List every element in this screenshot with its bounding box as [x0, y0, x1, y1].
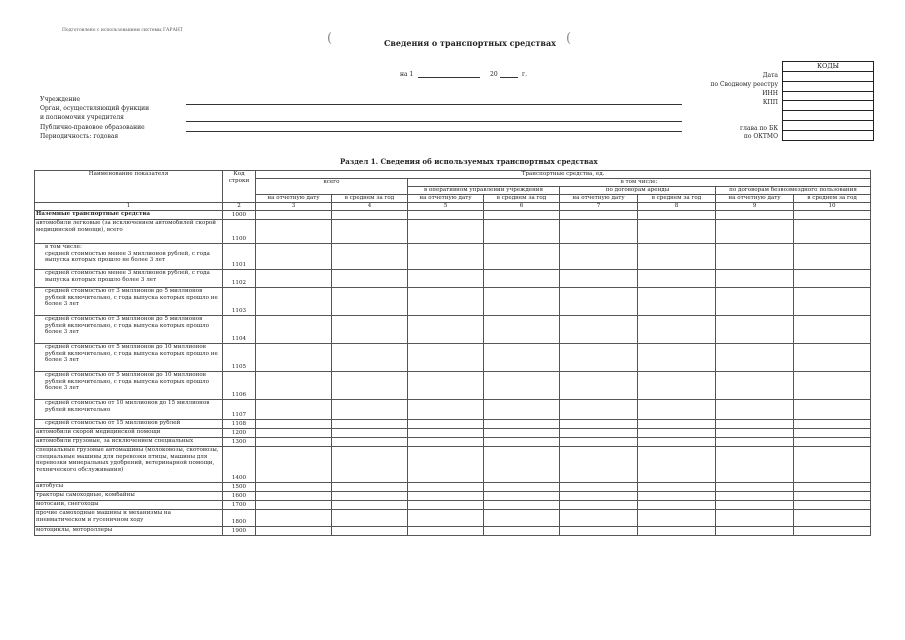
value-cell[interactable] — [560, 527, 638, 536]
value-cell[interactable] — [716, 270, 794, 288]
value-cell[interactable] — [332, 492, 408, 501]
value-cell[interactable] — [484, 483, 560, 492]
value-cell[interactable] — [638, 420, 716, 429]
row-code: 1101 — [223, 244, 256, 270]
value-cell[interactable] — [560, 270, 638, 288]
table-row — [35, 344, 871, 372]
row-name: автомобили скорой медицинской помощи — [35, 429, 223, 438]
value-cell[interactable] — [794, 400, 871, 420]
col-number: 1 — [35, 203, 223, 211]
table-body — [35, 211, 871, 536]
value-cell[interactable] — [716, 344, 794, 372]
value-cell[interactable] — [560, 510, 638, 527]
value-cell[interactable] — [256, 270, 332, 288]
founder-field — [186, 121, 682, 122]
value-cell[interactable] — [332, 220, 408, 244]
value-cell[interactable] — [638, 244, 716, 270]
value-cell[interactable] — [332, 400, 408, 420]
value-cell[interactable] — [484, 492, 560, 501]
row-name: автомобили грузовые, за исключением специальных — [35, 438, 223, 447]
label-public-entity: Публично-правовое образование — [40, 124, 145, 131]
value-cell[interactable] — [638, 211, 716, 220]
table-row — [35, 400, 871, 420]
value-cell[interactable] — [716, 420, 794, 429]
header-avg: в среднем за год — [484, 195, 560, 203]
value-cell[interactable] — [638, 492, 716, 501]
table-row — [35, 316, 871, 344]
value-cell[interactable] — [794, 420, 871, 429]
value-cell[interactable] — [638, 483, 716, 492]
value-cell[interactable] — [638, 344, 716, 372]
header-avg: в среднем за год — [332, 195, 408, 203]
value-cell[interactable] — [794, 244, 871, 270]
value-cell[interactable] — [332, 244, 408, 270]
value-cell[interactable] — [484, 429, 560, 438]
value-cell[interactable] — [638, 372, 716, 400]
row-name: средней стоимостью от 3 миллионов до 5 миллионов рублей включительно, с года выпуска которых прошло не более 3 лет — [35, 288, 223, 316]
value-cell[interactable] — [560, 372, 638, 400]
value-cell[interactable] — [484, 244, 560, 270]
value-cell[interactable] — [408, 270, 484, 288]
value-cell[interactable] — [408, 372, 484, 400]
value-cell[interactable] — [256, 372, 332, 400]
value-cell[interactable] — [560, 501, 638, 510]
value-cell[interactable] — [794, 492, 871, 501]
col-number: 4 — [332, 203, 408, 211]
value-cell[interactable] — [716, 288, 794, 316]
row-name: специальные грузовые автомашины (молоковозы, скотовозы, специальные машины для перевозки птицы, машины для перевозки минеральных удобрений, ветеринарной помощи, технического обслуживания) — [35, 447, 223, 483]
value-cell[interactable] — [794, 288, 871, 316]
value-cell[interactable] — [332, 510, 408, 527]
value-cell[interactable] — [716, 429, 794, 438]
table-row — [35, 220, 871, 244]
value-cell[interactable] — [560, 211, 638, 220]
row-code: 1103 — [223, 288, 256, 316]
public-entity-field — [186, 131, 682, 132]
value-cell[interactable] — [794, 429, 871, 438]
value-cell[interactable] — [484, 420, 560, 429]
value-cell[interactable] — [332, 483, 408, 492]
value-cell[interactable] — [256, 447, 332, 483]
value-cell[interactable] — [256, 420, 332, 429]
value-cell[interactable] — [638, 400, 716, 420]
value-cell[interactable] — [484, 447, 560, 483]
row-name: средней стоимостью от 3 миллионов до 5 миллионов рублей включительно, с года выпуска которых прошло более 3 лет — [35, 316, 223, 344]
header-on-date: на отчетную дату — [560, 195, 638, 203]
value-cell[interactable] — [484, 270, 560, 288]
value-cell[interactable] — [332, 501, 408, 510]
value-cell[interactable] — [256, 288, 332, 316]
value-cell[interactable] — [256, 316, 332, 344]
table-row — [35, 447, 871, 483]
row-code: 1300 — [223, 438, 256, 447]
value-cell[interactable] — [408, 447, 484, 483]
codes-label: по Сводному реестру — [710, 80, 778, 88]
value-cell[interactable] — [794, 527, 871, 536]
code-inn-cell — [783, 92, 873, 102]
value-cell[interactable] — [560, 492, 638, 501]
code-bk-cell — [783, 121, 873, 131]
value-cell[interactable] — [716, 372, 794, 400]
value-cell[interactable] — [256, 220, 332, 244]
value-cell[interactable] — [484, 527, 560, 536]
row-name: в том числе: средней стоимостью менее 3 миллионов рублей, с года выпуска которых прошло не более 3 лет — [35, 244, 223, 270]
value-cell[interactable] — [716, 316, 794, 344]
table-row — [35, 244, 871, 270]
table-row — [35, 420, 871, 429]
col-number: 2 — [223, 203, 256, 211]
institution-field — [186, 104, 682, 105]
value-cell[interactable] — [408, 420, 484, 429]
value-cell[interactable] — [638, 527, 716, 536]
row-code: 1108 — [223, 420, 256, 429]
header-avg: в среднем за год — [638, 195, 716, 203]
value-cell[interactable] — [408, 344, 484, 372]
table-row — [35, 438, 871, 447]
value-cell[interactable] — [408, 288, 484, 316]
header-lease: по договорам аренды — [560, 187, 716, 195]
code-kpp-cell — [783, 101, 873, 111]
value-cell[interactable] — [794, 344, 871, 372]
value-cell[interactable] — [716, 244, 794, 270]
codes-label: ИНН — [762, 89, 778, 97]
value-cell[interactable] — [256, 344, 332, 372]
table-row — [35, 270, 871, 288]
value-cell[interactable] — [794, 438, 871, 447]
table-row — [35, 501, 871, 510]
row-name: Наземные транспортные средства — [35, 211, 223, 220]
date-year: 20 — [490, 71, 498, 78]
value-cell[interactable] — [332, 270, 408, 288]
code-oktmo-cell — [783, 131, 873, 140]
page-title: Сведения о транспортных средствах — [384, 38, 556, 48]
value-cell[interactable] — [408, 400, 484, 420]
value-cell[interactable] — [794, 483, 871, 492]
col-number: 6 — [484, 203, 560, 211]
value-cell[interactable] — [332, 438, 408, 447]
value-cell[interactable] — [256, 211, 332, 220]
value-cell[interactable] — [560, 288, 638, 316]
row-code: 1400 — [223, 447, 256, 483]
value-cell[interactable] — [716, 220, 794, 244]
value-cell[interactable] — [256, 527, 332, 536]
table-row — [35, 483, 871, 492]
value-cell[interactable] — [256, 510, 332, 527]
value-cell[interactable] — [638, 316, 716, 344]
value-cell[interactable] — [638, 447, 716, 483]
code-date-cell — [783, 72, 873, 82]
codes-label — [668, 108, 778, 125]
value-cell[interactable] — [484, 211, 560, 220]
row-name: средней стоимостью от 5 миллионов до 10 миллионов рублей включительно, с года выпуска которых прошло более 3 лет — [35, 372, 223, 400]
col-number: 8 — [638, 203, 716, 211]
value-cell[interactable] — [332, 288, 408, 316]
date-year-field — [500, 77, 518, 78]
value-cell[interactable] — [332, 447, 408, 483]
row-code: 1600 — [223, 492, 256, 501]
row-name: тракторы самоходные, комбайны — [35, 492, 223, 501]
header-total: всего — [256, 179, 408, 195]
date-prefix: на 1 — [400, 71, 414, 78]
value-cell[interactable] — [794, 510, 871, 527]
section-title: Раздел 1. Сведения об используемых транспортных средствах — [340, 157, 598, 166]
header-on-date: на отчетную дату — [256, 195, 332, 203]
value-cell[interactable] — [332, 211, 408, 220]
row-code: 1800 — [223, 510, 256, 527]
value-cell[interactable] — [560, 429, 638, 438]
header-operational: в оперативном управлении учреждения — [408, 187, 560, 195]
table-row — [35, 527, 871, 536]
header-avg: в среднем за год — [794, 195, 871, 203]
value-cell[interactable] — [794, 316, 871, 344]
value-cell[interactable] — [332, 316, 408, 344]
value-cell[interactable] — [256, 429, 332, 438]
value-cell[interactable] — [256, 400, 332, 420]
value-cell[interactable] — [716, 501, 794, 510]
value-cell[interactable] — [408, 483, 484, 492]
transport-table — [34, 170, 871, 536]
row-name: автомобили легковые (за исключением автомобилей скорой медицинской помощи), всего — [35, 220, 223, 244]
value-cell[interactable] — [794, 447, 871, 483]
value-cell[interactable] — [794, 211, 871, 220]
row-code: 1107 — [223, 400, 256, 420]
label-periodicity: Периодичность: годовая — [40, 133, 119, 140]
row-name: средней стоимостью от 5 миллионов до 10 миллионов рублей включительно, с года выпуска которых прошло не более 3 лет — [35, 344, 223, 372]
row-code: 1200 — [223, 429, 256, 438]
value-cell[interactable] — [560, 400, 638, 420]
label-founder-2: и полномочия учредителя — [40, 114, 124, 121]
value-cell[interactable] — [484, 501, 560, 510]
value-cell[interactable] — [408, 316, 484, 344]
header-including: в том числе: — [408, 179, 871, 187]
value-cell[interactable] — [794, 501, 871, 510]
value-cell[interactable] — [560, 447, 638, 483]
codes-label: Дата — [762, 72, 778, 79]
value-cell[interactable] — [408, 527, 484, 536]
bracket-right-mark: ( — [566, 31, 572, 46]
value-cell[interactable] — [256, 492, 332, 501]
value-cell[interactable] — [638, 429, 716, 438]
value-cell[interactable] — [484, 288, 560, 316]
row-code: 1500 — [223, 483, 256, 492]
value-cell[interactable] — [484, 510, 560, 527]
code-empty-cell — [783, 111, 873, 121]
value-cell[interactable] — [560, 483, 638, 492]
value-cell[interactable] — [332, 372, 408, 400]
row-code: 1102 — [223, 270, 256, 288]
row-name: прочие самоходные машины и механизмы на пневматическом и гусеничном ходу — [35, 510, 223, 527]
value-cell[interactable] — [484, 220, 560, 244]
col-number: 5 — [408, 203, 484, 211]
value-cell[interactable] — [560, 344, 638, 372]
value-cell[interactable] — [256, 483, 332, 492]
label-founder-1: Орган, осуществляющий функции — [40, 105, 150, 112]
header-group: Транспортные средства, ед. — [256, 171, 871, 179]
col-number: 9 — [716, 203, 794, 211]
codes-label: КПП — [762, 98, 778, 106]
row-code: 1106 — [223, 372, 256, 400]
value-cell[interactable] — [332, 344, 408, 372]
value-cell[interactable] — [408, 211, 484, 220]
top-note: Подготовлено с использованием системы ГАРАНТ — [62, 28, 183, 33]
value-cell[interactable] — [560, 316, 638, 344]
col-number: 3 — [256, 203, 332, 211]
value-cell[interactable] — [408, 492, 484, 501]
value-cell[interactable] — [794, 220, 871, 244]
row-code: 1700 — [223, 501, 256, 510]
value-cell[interactable] — [716, 483, 794, 492]
value-cell[interactable] — [638, 501, 716, 510]
value-cell[interactable] — [716, 527, 794, 536]
row-code: 1104 — [223, 316, 256, 344]
date-day-field — [418, 77, 480, 78]
value-cell[interactable] — [638, 438, 716, 447]
value-cell[interactable] — [638, 510, 716, 527]
table-row — [35, 288, 871, 316]
value-cell[interactable] — [638, 288, 716, 316]
value-cell[interactable] — [408, 438, 484, 447]
header-code: Код строки — [223, 171, 256, 203]
table-row — [35, 492, 871, 501]
value-cell[interactable] — [484, 438, 560, 447]
value-cell[interactable] — [408, 510, 484, 527]
bracket-left-mark: ( — [327, 31, 333, 46]
value-cell[interactable] — [484, 400, 560, 420]
codes-box — [782, 61, 874, 141]
value-cell[interactable] — [794, 270, 871, 288]
value-cell[interactable] — [716, 447, 794, 483]
row-name: средней стоимостью менее 3 миллионов рублей, с года выпуска которых прошло более 3 лет — [35, 270, 223, 288]
row-name: автобусы — [35, 483, 223, 492]
value-cell[interactable] — [716, 438, 794, 447]
value-cell[interactable] — [560, 244, 638, 270]
col-number: 10 — [794, 203, 871, 211]
value-cell[interactable] — [408, 244, 484, 270]
row-name: мотоциклы, мотороллеры — [35, 527, 223, 536]
value-cell[interactable] — [484, 344, 560, 372]
value-cell[interactable] — [256, 501, 332, 510]
table-row — [35, 211, 871, 220]
value-cell[interactable] — [560, 220, 638, 244]
value-cell[interactable] — [332, 527, 408, 536]
date-suffix: г. — [522, 71, 528, 78]
row-name: средней стоимостью от 10 миллионов до 15 миллионов рублей включительно — [35, 400, 223, 420]
value-cell[interactable] — [408, 501, 484, 510]
codes-labels — [668, 72, 778, 142]
table-row — [35, 510, 871, 527]
row-code: 1100 — [223, 220, 256, 244]
value-cell[interactable] — [794, 372, 871, 400]
header-name: Наименование показателя — [35, 171, 223, 203]
header-on-date: на отчетную дату — [716, 195, 794, 203]
value-cell[interactable] — [256, 244, 332, 270]
row-code: 1000 — [223, 211, 256, 220]
row-name: мотосани, снегоходы — [35, 501, 223, 510]
row-name: средней стоимостью от 15 миллионов рублей — [35, 420, 223, 429]
value-cell[interactable] — [716, 510, 794, 527]
value-cell[interactable] — [332, 429, 408, 438]
row-code: 1900 — [223, 527, 256, 536]
label-institution: Учреждение — [40, 96, 81, 103]
col-number: 7 — [560, 203, 638, 211]
value-cell[interactable] — [484, 316, 560, 344]
value-cell[interactable] — [408, 429, 484, 438]
header-free-use: по договорам безвозмездного пользования — [716, 187, 871, 195]
value-cell[interactable] — [560, 420, 638, 429]
codes-header: КОДЫ — [783, 62, 873, 72]
codes-label: глава по БК — [740, 124, 778, 132]
value-cell[interactable] — [638, 220, 716, 244]
value-cell[interactable] — [716, 400, 794, 420]
row-code: 1105 — [223, 344, 256, 372]
value-cell[interactable] — [408, 220, 484, 244]
value-cell[interactable] — [560, 438, 638, 447]
value-cell[interactable] — [716, 492, 794, 501]
table-row — [35, 429, 871, 438]
value-cell[interactable] — [332, 420, 408, 429]
codes-label: по ОКТМО — [743, 133, 778, 141]
value-cell[interactable] — [716, 211, 794, 220]
value-cell[interactable] — [256, 438, 332, 447]
table-row — [35, 372, 871, 400]
value-cell[interactable] — [484, 372, 560, 400]
header-on-date: на отчетную дату — [408, 195, 484, 203]
code-registry-cell — [783, 82, 873, 92]
value-cell[interactable] — [638, 270, 716, 288]
